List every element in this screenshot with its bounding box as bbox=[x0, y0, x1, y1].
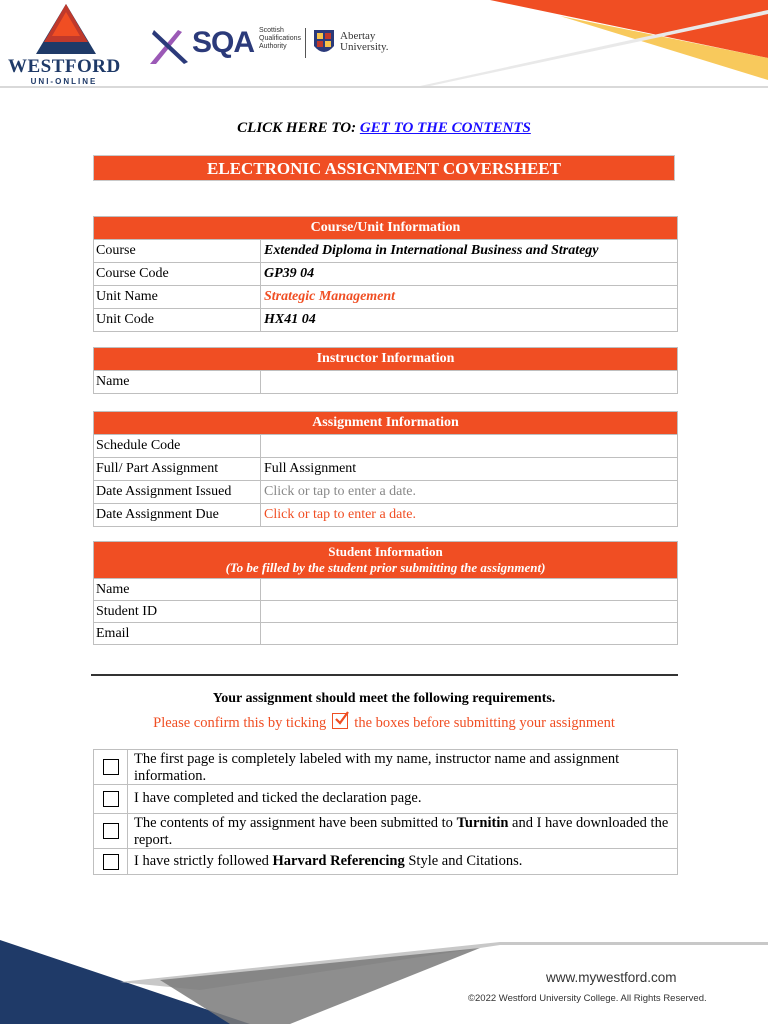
row-label: Student ID bbox=[94, 601, 261, 622]
row-label: Name bbox=[94, 579, 261, 600]
checklist-text: I have strictly followed Harvard Referencing Style and Citations. bbox=[134, 853, 523, 869]
contents-link-line bbox=[0, 120, 768, 137]
row-label: Date Assignment Due bbox=[94, 504, 261, 526]
course-info-table bbox=[93, 216, 678, 332]
unit-code-value: HX41 04 bbox=[264, 312, 316, 327]
course-value: Extended Diploma in International Business and Strategy bbox=[264, 243, 599, 258]
confirm-text-before: Please confirm this by ticking bbox=[153, 715, 327, 731]
brand-name: WESTFORD bbox=[8, 56, 121, 77]
checklist-item bbox=[94, 784, 677, 813]
row-label: Email bbox=[94, 623, 261, 644]
row-label: Unit Code bbox=[94, 309, 261, 331]
logo-divider bbox=[305, 28, 306, 58]
table-heading: Instructor Information bbox=[94, 348, 677, 370]
confirm-text-after: the boxes before submitting your assignment bbox=[354, 715, 615, 731]
schedule-code-field[interactable] bbox=[261, 435, 677, 457]
requirement-checkbox[interactable] bbox=[103, 791, 119, 807]
abertay-crest-icon bbox=[312, 28, 336, 58]
student-info-table bbox=[93, 541, 678, 645]
table-row bbox=[94, 308, 677, 331]
checklist-item bbox=[94, 813, 677, 848]
student-email-field[interactable] bbox=[261, 623, 677, 644]
student-name-field[interactable] bbox=[261, 579, 677, 600]
table-heading bbox=[94, 542, 677, 578]
row-label: Schedule Code bbox=[94, 435, 261, 457]
sqa-logo bbox=[148, 20, 258, 70]
course-code-value: GP39 04 bbox=[264, 266, 315, 281]
checkbox-cell bbox=[94, 785, 128, 813]
header-divider bbox=[0, 86, 768, 88]
table-row bbox=[94, 480, 677, 503]
student-subheading: (To be filled by the student prior submitting the assignment) bbox=[225, 560, 546, 575]
sqa-swoosh-icon bbox=[148, 24, 192, 66]
checklist-text: I have completed and ticked the declaration page. bbox=[134, 790, 422, 806]
student-heading: Student Information bbox=[328, 544, 443, 559]
table-row bbox=[94, 600, 677, 622]
unit-name-value: Strategic Management bbox=[264, 289, 396, 304]
row-label: Name bbox=[94, 371, 261, 393]
instructor-info-table bbox=[93, 347, 678, 394]
date-due-picker[interactable]: Click or tap to enter a date. bbox=[264, 507, 416, 522]
row-label: Course bbox=[94, 240, 261, 262]
table-row bbox=[94, 578, 677, 600]
instructor-name-field[interactable] bbox=[261, 371, 677, 393]
table-row bbox=[94, 262, 677, 285]
student-id-field[interactable] bbox=[261, 601, 677, 622]
section-divider bbox=[91, 674, 678, 676]
requirements-checklist bbox=[93, 749, 678, 875]
checkmark-icon bbox=[332, 713, 348, 729]
footer-copyright: ©2022 Westford University College. All Rights Reserved. bbox=[468, 993, 707, 1004]
table-heading: Course/Unit Information bbox=[94, 217, 677, 239]
checklist-item bbox=[94, 848, 677, 874]
requirement-checkbox[interactable] bbox=[103, 823, 119, 839]
confirm-instruction bbox=[0, 713, 768, 732]
checklist-text: The first page is completely labeled with my name, instructor name and assignment information. bbox=[134, 751, 620, 784]
table-row bbox=[94, 503, 677, 526]
requirements-title: Your assignment should meet the following requirements. bbox=[212, 691, 556, 706]
checkbox-cell bbox=[94, 750, 128, 784]
requirement-checkbox[interactable] bbox=[103, 759, 119, 775]
link-prefix: CLICK HERE TO: bbox=[237, 120, 357, 136]
row-label: Course Code bbox=[94, 263, 261, 285]
date-issued-picker[interactable]: Click or tap to enter a date. bbox=[264, 484, 416, 499]
table-heading: Assignment Information bbox=[94, 412, 677, 434]
footer-website[interactable]: www.mywestford.com bbox=[546, 970, 677, 985]
sqa-caption: Scottish Qualifications Authority bbox=[259, 27, 302, 50]
page-title: ELECTRONIC ASSIGNMENT COVERSHEET bbox=[93, 155, 675, 181]
checkbox-cell bbox=[94, 814, 128, 848]
brand-subtitle: UNI-ONLINE bbox=[30, 77, 98, 86]
table-row bbox=[94, 457, 677, 480]
table-row bbox=[94, 434, 677, 457]
row-label: Date Assignment Issued bbox=[94, 481, 261, 503]
checklist-text: The contents of my assignment have been submitted to Turnitin and I have downloaded the report. bbox=[134, 815, 669, 848]
assignment-info-table bbox=[93, 411, 678, 527]
sqa-text: SQA bbox=[192, 26, 255, 59]
row-label: Full/ Part Assignment bbox=[94, 458, 261, 480]
westford-triangle-icon bbox=[36, 4, 96, 54]
row-label: Unit Name bbox=[94, 286, 261, 308]
checkbox-cell bbox=[94, 849, 128, 874]
table-row bbox=[94, 239, 677, 262]
assignment-type-field[interactable]: Full Assignment bbox=[264, 461, 357, 476]
westford-logo bbox=[8, 2, 120, 86]
table-row bbox=[94, 285, 677, 308]
requirement-checkbox[interactable] bbox=[103, 854, 119, 870]
table-row bbox=[94, 622, 677, 644]
contents-link[interactable]: GET TO THE CONTENTS bbox=[359, 120, 531, 136]
checklist-item bbox=[94, 750, 677, 784]
table-row bbox=[94, 370, 677, 393]
abertay-text: Abertay University. bbox=[340, 30, 389, 53]
